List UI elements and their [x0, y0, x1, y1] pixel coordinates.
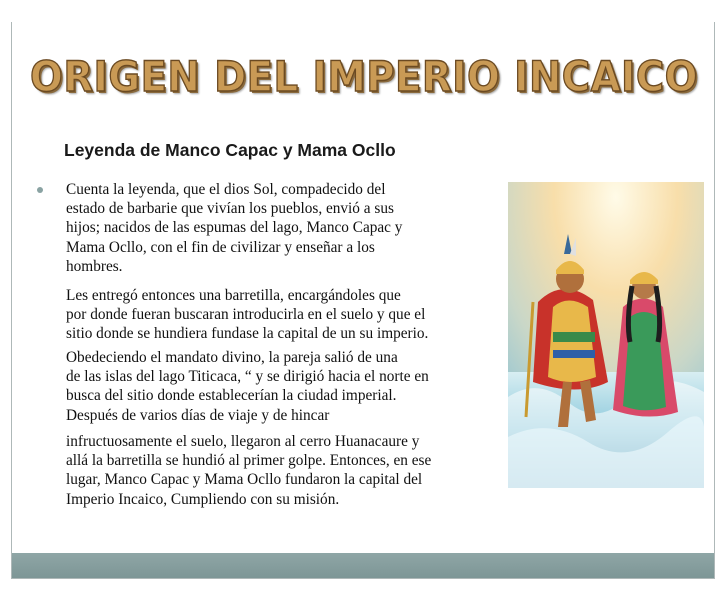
paragraph-legend: Cuenta la leyenda, que el dios Sol, compadecido del estado de barbarie que vivían los pueblos, envió a sus hijos; nacidos de las espumas del lago, Manco Capac y Mama Ocllo, con el fin de civilizar y enseñar a los hombres.	[66, 181, 403, 275]
slide-bottom-bar	[12, 553, 714, 578]
paragraph-founding: infructuosamente el suelo, llegaron al cerro Huanacaure y allá la barretilla se hundió al primer golpe. Entonces, en ese lugar, Manco Capac y Mama Ocllo fundaron la capital del Imperio Incaico, Cumpliendo con su misión.	[66, 433, 432, 508]
slide-top-border	[11, 14, 715, 22]
slide-title: ORIGEN DEL IMPERIO INCAICO	[30, 52, 698, 101]
paragraph-journey: Obedeciendo el mandato divino, la pareja salió de una de las islas del lago Titicaca, “ y se dirigió hacia el norte en busca del sitio donde establecerían la ciudad imperial. Después de varios días de viaje y de hincar	[66, 349, 429, 424]
slide-subtitle: Leyenda de Manco Capac y Mama Ocllo	[64, 140, 396, 160]
paragraph-barretilla: Les entregó entonces una barretilla, encargándoles que por donde fueran buscaran introducirla en el suelo y que el sitio donde se hundiera fundase la capital de un su imperio.	[66, 287, 429, 343]
manco-capac-mama-ocllo-illustration	[508, 182, 704, 488]
bullet-icon	[37, 187, 43, 193]
